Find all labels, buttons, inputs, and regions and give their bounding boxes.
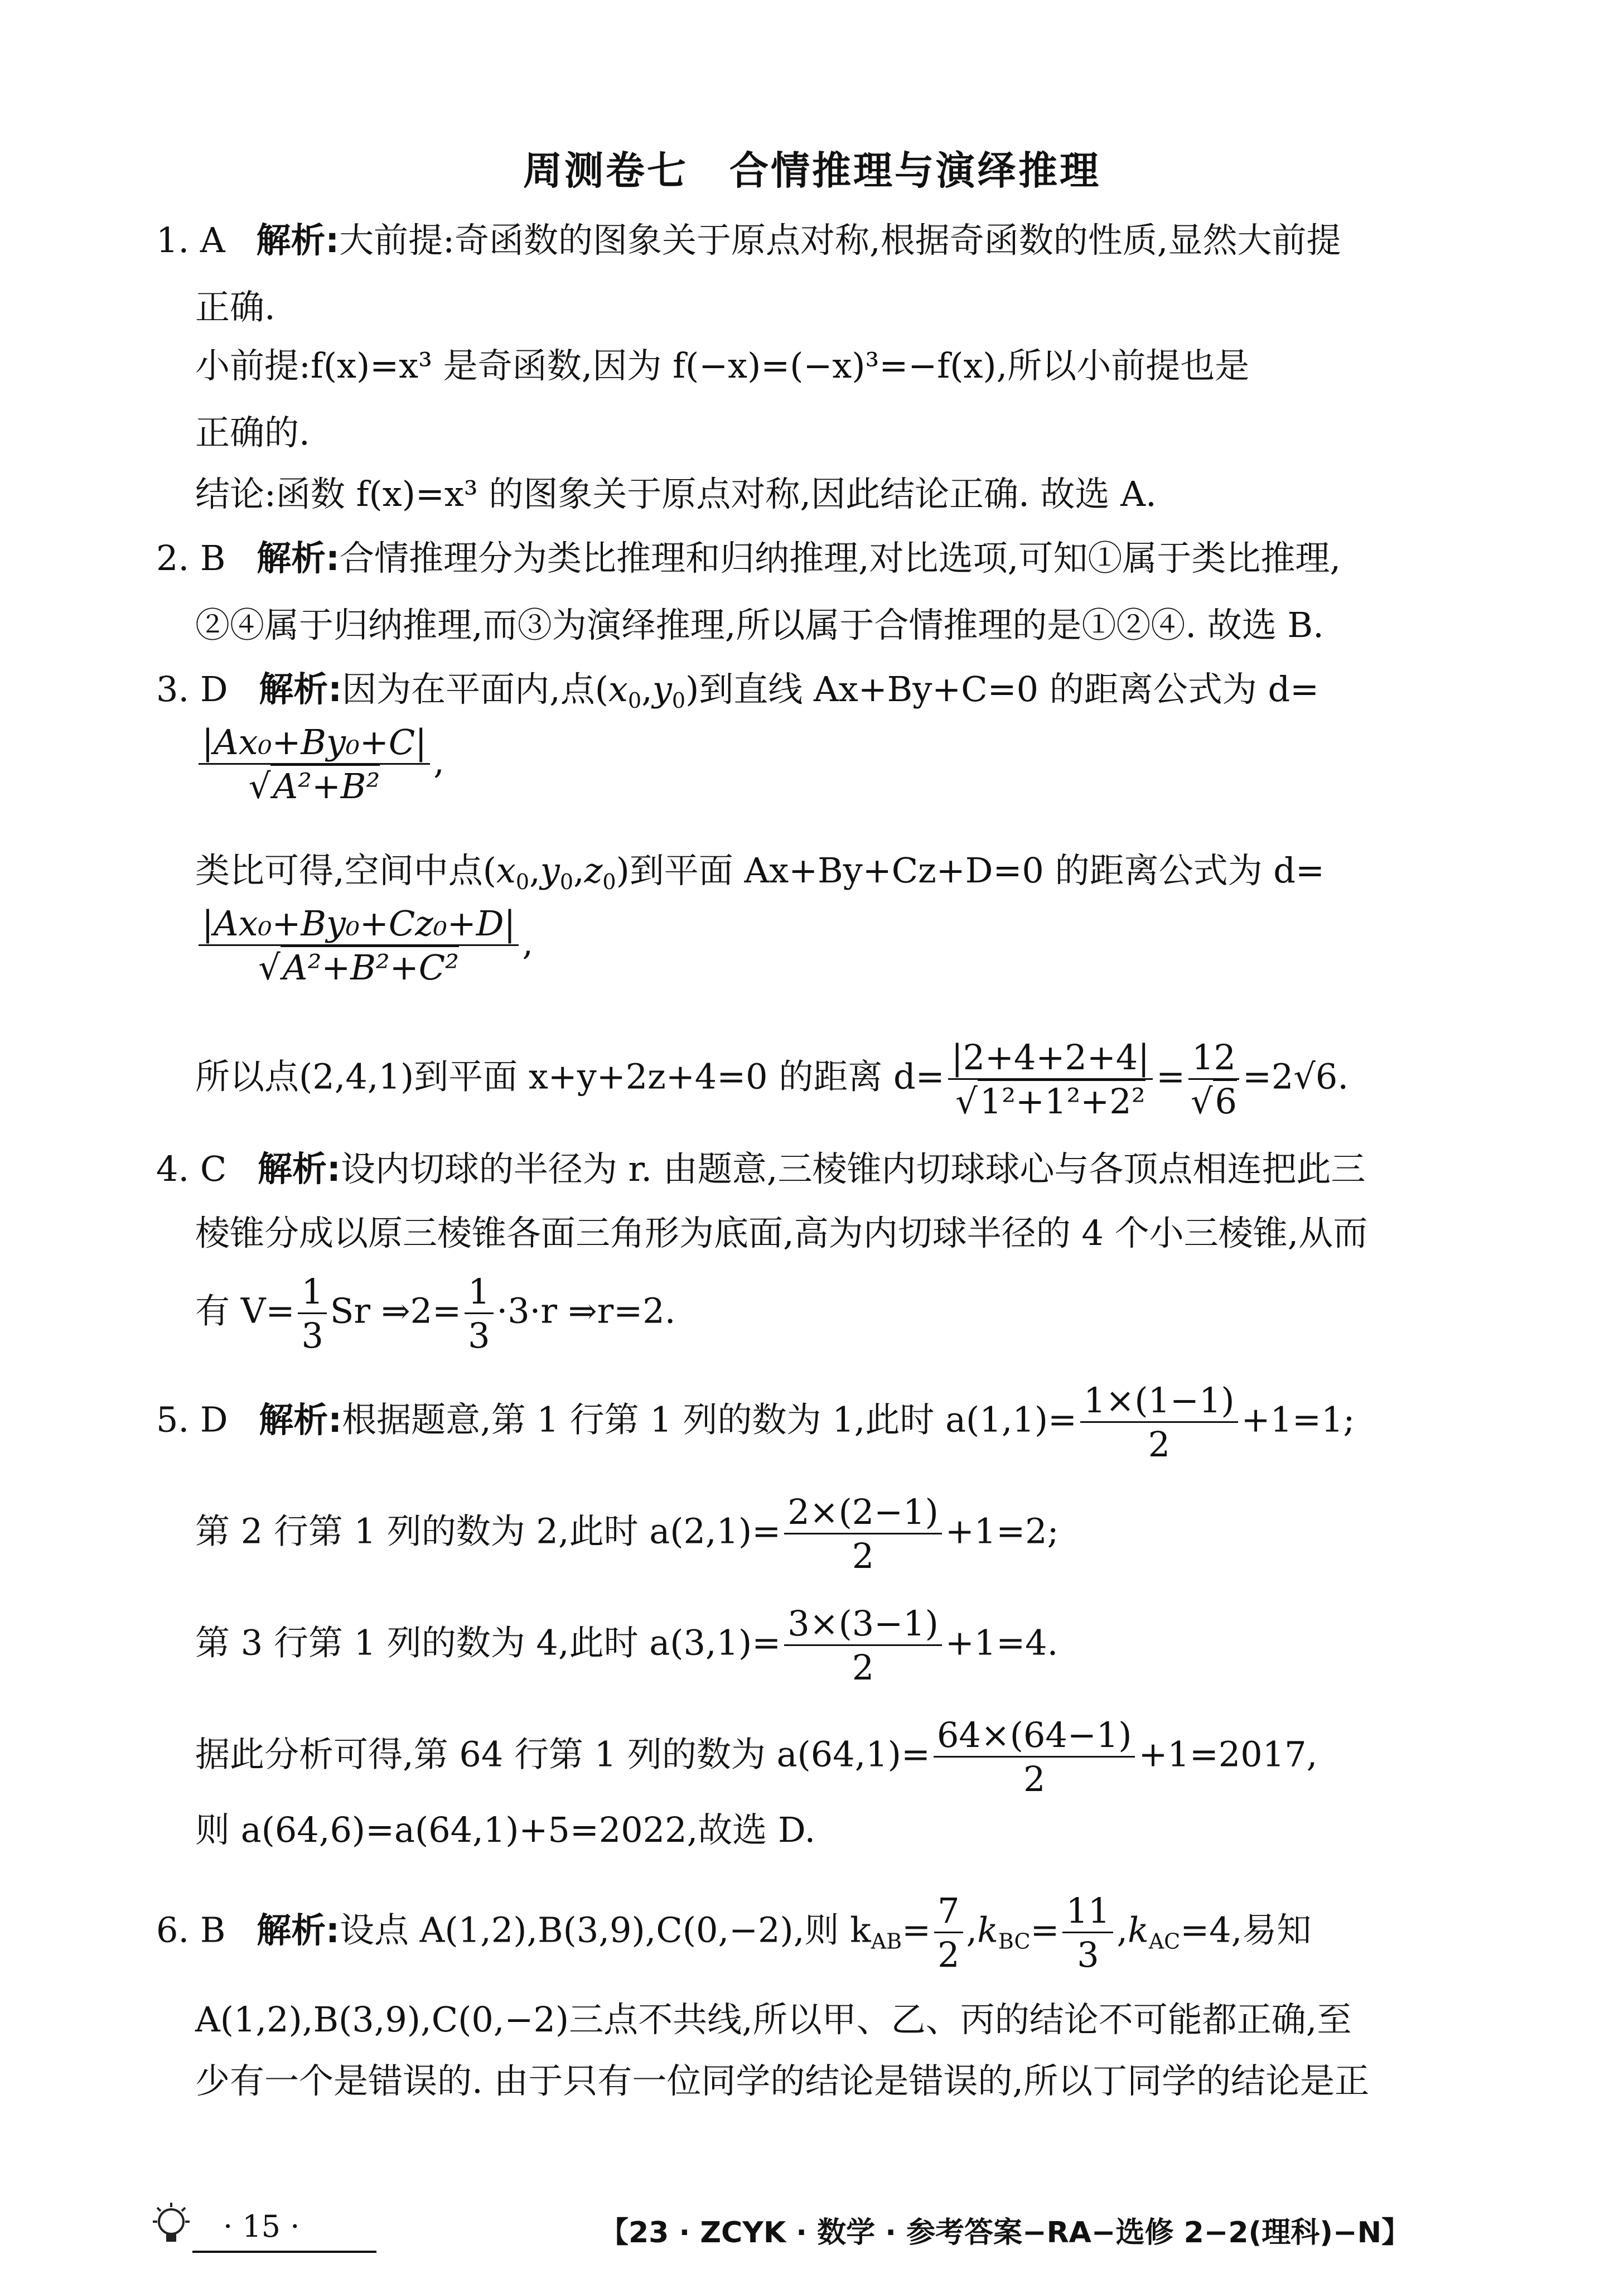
text-line: 正确的. <box>195 412 310 453</box>
analysis-label: 解析: <box>258 1148 341 1189</box>
text-line: 棱锥分成以原三棱锥各面三角形为底面,高为内切球半径的 4 个小三棱锥,从而 <box>195 1213 1368 1253</box>
analysis-label: 解析: <box>256 220 340 260</box>
text-line: 小前提:f(x)=x³ 是奇函数,因为 f(−x)=(−x)³=−f(x),所以小前提也是 <box>195 345 1250 386</box>
analysis-label: 解析: <box>259 1399 342 1440</box>
analysis-label: 解析: <box>257 538 340 578</box>
distance-value-fraction: $\frac{|2+4+2+4|}{\text{√1²+1²+2²}}$ <box>948 1040 1153 1119</box>
text-line: ②④属于归纳推理,而③为演绎推理,所以属于合情推理的是①②④. 故选 B. <box>195 605 1324 645</box>
footer-code: 【23 · ZCYK · 数学 · 参考答案−RA−选修 2−2(理科)−N】 <box>600 2216 1411 2250</box>
lightbulb-icon <box>146 2200 196 2251</box>
answer-number: 3. D <box>156 669 228 709</box>
answer-number: 4. C <box>156 1148 227 1189</box>
distance-formula-3d: $\frac{\text{|Ax₀+By₀+Cz₀+D|}}{\text{√A²+B²+C²}}$ <box>199 906 519 985</box>
text-line: 则 a(64,6)=a(64,1)+5=2022,故选 D. <box>195 1809 816 1850</box>
answer-number: 2. B <box>156 538 226 578</box>
text-line: 大前提:奇函数的图象关于原点对称,根据奇函数的性质,显然大前提 <box>339 220 1341 260</box>
text-line: 正确. <box>195 287 276 327</box>
answer-number: 6. B <box>156 1909 226 1951</box>
answer-number: 5. D <box>156 1399 228 1440</box>
text-line: 少有一个是错误的. 由于只有一位同学的结论是错误的,所以丁同学的结论是正 <box>195 2060 1370 2101</box>
text-line: 合情推理分为类比推理和归纳推理,对比选项,可知①属于类比推理, <box>339 538 1341 578</box>
text-line: A(1,2),B(3,9),C(0,−2)三点不共线,所以甲、乙、丙的结论不可能都正确,至 <box>195 1999 1352 2040</box>
analysis-label: 解析: <box>257 1909 340 1951</box>
text-line: 设内切球的半径为 r. 由题意,三棱锥内切球球心与各顶点相连把此三 <box>340 1148 1366 1189</box>
page-title: 周测卷七 合情推理与演绎推理 <box>523 148 1101 194</box>
distance-formula-2d: $\frac{\text{|Ax₀+By₀+C|}}{\text{√A²+B²}}$ <box>199 725 430 804</box>
page-number: · 15 · <box>223 2209 300 2244</box>
text-line: 结论:函数 f(x)=x³ 的图象关于原点对称,因此结论正确. 故选 A. <box>195 474 1157 514</box>
analysis-label: 解析: <box>259 669 342 709</box>
page-number-underline <box>192 2251 376 2253</box>
answer-number: 1. A <box>156 220 225 260</box>
